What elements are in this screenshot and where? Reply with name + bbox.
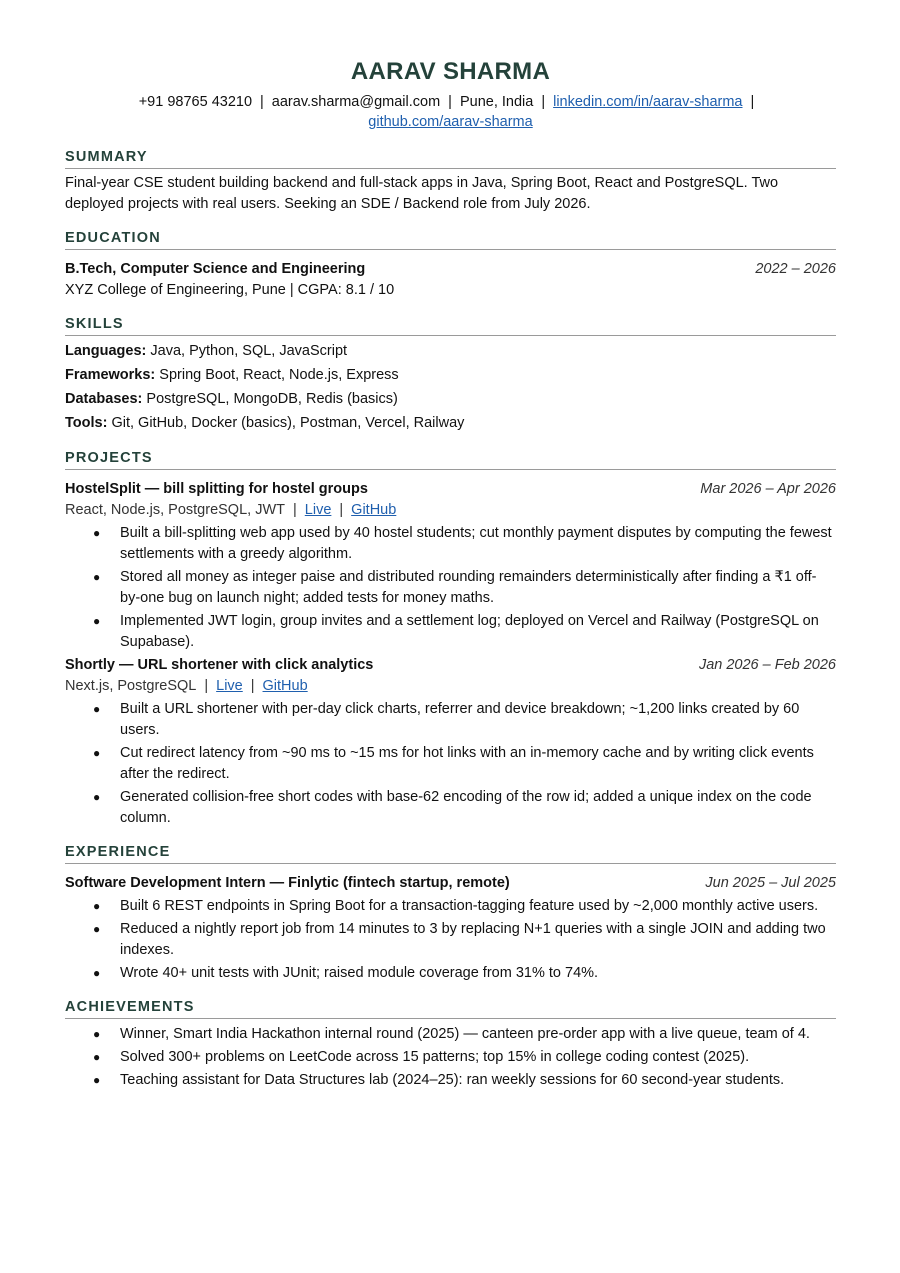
achievements-heading: ACHIEVEMENTS <box>65 998 836 1019</box>
bullet-item <box>65 787 836 829</box>
resume-page <box>65 58 836 1093</box>
bullet-item <box>65 1070 836 1091</box>
bullet-icon: ● <box>93 899 101 913</box>
experience-title: Software Development Intern — Finlytic (fintech startup, remote) <box>65 875 510 891</box>
education-detail: XYZ College of Engineering, Pune | CGPA: 8.1 / 10 <box>65 282 395 298</box>
contact-line <box>81 92 821 132</box>
education-row <box>65 259 836 280</box>
bullet-icon: ● <box>93 1073 101 1087</box>
project-title: Shortly — URL shortener with click analytics <box>65 657 374 673</box>
skill-line <box>65 411 836 435</box>
bullet-icon: ● <box>93 1050 101 1064</box>
separator: | <box>250 678 255 694</box>
bullet-text: Built a bill-splitting web app used by 40 hostel students; cut monthly payment disputes by computing the fewest settlements with a greedy algorithm. <box>120 525 832 562</box>
bullet-item <box>65 699 836 741</box>
project-bullets <box>65 523 836 653</box>
bullet-item <box>65 919 836 961</box>
project-bullets <box>65 699 836 829</box>
location: Pune, India <box>459 94 534 110</box>
bullet-item <box>65 523 836 565</box>
project-live-link[interactable]: Live <box>304 502 332 518</box>
separator: | <box>541 94 546 110</box>
project-stack: Next.js, PostgreSQL <box>65 678 197 694</box>
bullet-text: Implemented JWT login, group invites and a settlement log; deployed on Vercel and Railway (PostgreSQL on Supabase). <box>120 613 819 650</box>
bullet-icon: ● <box>93 746 101 760</box>
bullet-item <box>65 1047 836 1068</box>
project-row <box>65 655 836 676</box>
candidate-name: AARAV SHARMA <box>350 58 551 85</box>
project-title: HostelSplit — bill splitting for hostel groups <box>65 481 368 497</box>
project-dates: Jan 2026 – Feb 2026 <box>698 657 836 673</box>
project-stack: React, Node.js, PostgreSQL, JWT <box>65 502 285 518</box>
project-github-link[interactable]: GitHub <box>351 502 397 518</box>
bullet-text: Wrote 40+ unit tests with JUnit; raised module coverage from 31% to 74%. <box>120 965 599 981</box>
github-link[interactable]: github.com/aarav-sharma <box>368 114 533 130</box>
skill-line <box>65 363 836 387</box>
separator: | <box>260 94 264 110</box>
skill-value: Java, Python, SQL, JavaScript <box>146 343 348 359</box>
experience-row <box>65 873 836 894</box>
education-heading: EDUCATION <box>65 229 836 250</box>
bullet-text: Solved 300+ problems on LeetCode across 15 patterns; top 15% in college coding contest (2025). <box>120 1049 750 1065</box>
bullet-item <box>65 567 836 609</box>
project-stack-line <box>65 500 836 521</box>
bullet-icon: ● <box>93 570 101 584</box>
skill-line <box>65 339 836 363</box>
bullet-item <box>65 743 836 785</box>
bullet-text: Teaching assistant for Data Structures lab (2024–25): ran weekly sessions for 60 second-year students. <box>120 1072 785 1088</box>
summary-text: Final-year CSE student building backend and full-stack apps in Java, Spring Boot, React and PostgreSQL. Two deployed projects with real users. Seeking an SDE / Backend role from July 2026. <box>65 175 779 212</box>
skill-value: PostgreSQL, MongoDB, Redis (basics) <box>142 391 398 407</box>
projects-heading: PROJECTS <box>65 449 836 470</box>
separator: | <box>204 678 209 694</box>
bullet-icon: ● <box>93 966 101 980</box>
bullet-icon: ● <box>93 922 101 936</box>
experience-dates: Jun 2025 – Jul 2025 <box>705 875 836 891</box>
experience-heading: EXPERIENCE <box>65 843 836 864</box>
skill-line <box>65 387 836 411</box>
bullet-icon: ● <box>93 790 101 804</box>
skill-value: Git, GitHub, Docker (basics), Postman, Vercel, Railway <box>107 415 465 431</box>
bullet-icon: ● <box>93 1027 101 1041</box>
bullet-icon: ● <box>93 702 101 716</box>
bullet-text: Reduced a nightly report job from 14 minutes to 3 by replacing N+1 queries with a single JOIN and adding two indexes. <box>120 921 826 958</box>
project-dates: Mar 2026 – Apr 2026 <box>700 481 836 497</box>
bullet-item <box>65 611 836 653</box>
skill-label: Languages: <box>65 343 147 359</box>
linkedin-link[interactable]: linkedin.com/in/aarav-sharma <box>553 94 743 110</box>
bullet-text: Generated collision-free short codes with base-62 encoding of the row id; added a unique index on the code column. <box>120 789 812 826</box>
project-stack-line <box>65 676 836 697</box>
achievements-bullets <box>65 1024 836 1091</box>
project-github-link[interactable]: GitHub <box>262 678 308 694</box>
bullet-text: Built a URL shortener with per-day click charts, referrer and device breakdown; ~1,200 links created by 60 users. <box>120 701 800 738</box>
skill-label: Tools: <box>65 415 108 431</box>
bullet-text: Winner, Smart India Hackathon internal round (2025) — canteen pre-order app with a live queue, team of 4. <box>120 1026 810 1042</box>
email-address: aarav.sharma@gmail.com <box>271 94 441 110</box>
summary-heading: SUMMARY <box>65 148 836 169</box>
project-live-link[interactable]: Live <box>216 678 243 694</box>
project-row <box>65 479 836 500</box>
experience-bullets <box>65 896 836 984</box>
skills-list <box>65 339 836 435</box>
separator: | <box>339 502 344 518</box>
separator: | <box>750 94 755 110</box>
bullet-text: Cut redirect latency from ~90 ms to ~15 ms for hot links with an in-memory cache and by writing click events after the redirect. <box>120 745 814 782</box>
bullet-item <box>65 963 836 984</box>
phone-number: +91 98765 43210 <box>138 94 253 110</box>
separator: | <box>448 94 452 110</box>
education-dates: 2022 – 2026 <box>755 261 836 277</box>
bullet-text: Stored all money as integer paise and distributed rounding remainders deterministically after finding a ₹1 off-by-one bug on launch night; added tests for money maths. <box>120 569 817 606</box>
skill-label: Databases: <box>65 391 143 407</box>
degree-title: B.Tech, Computer Science and Engineering <box>65 261 366 277</box>
bullet-text: Built 6 REST endpoints in Spring Boot for a transaction-tagging feature used by ~2,000 monthly active users. <box>120 898 819 914</box>
bullet-item <box>65 1024 836 1045</box>
bullet-icon: ● <box>93 526 101 540</box>
separator: | <box>293 502 297 518</box>
skills-heading: SKILLS <box>65 315 836 336</box>
skill-value: Spring Boot, React, Node.js, Express <box>155 367 399 383</box>
bullet-icon: ● <box>93 614 101 628</box>
bullet-item <box>65 896 836 917</box>
skill-label: Frameworks: <box>65 367 156 383</box>
